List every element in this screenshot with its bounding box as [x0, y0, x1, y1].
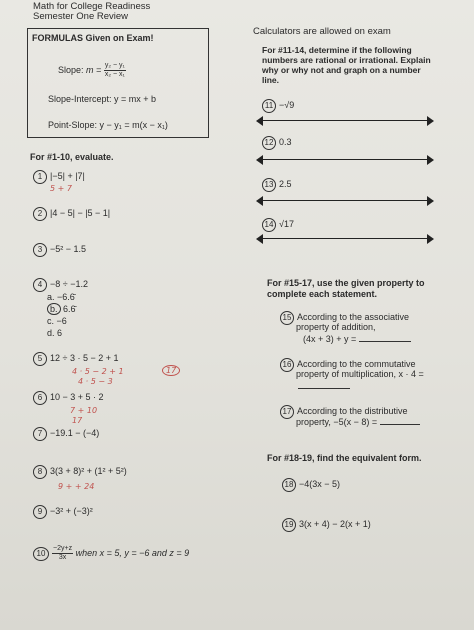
choice-text: −6 [56, 316, 67, 326]
problem-2 [33, 207, 110, 221]
problem-7 [33, 427, 99, 441]
problem-expr: −5² − 1.5 [50, 244, 87, 254]
handwritten-work-5a: 4 · 5 − 2 + 1 [72, 367, 124, 376]
problem-expr: −19.1 − (−4) [50, 428, 100, 438]
problem-number: 3 [33, 243, 47, 257]
problem-expr: −8 ÷ −1.2 [50, 279, 88, 289]
number-value: √17 [279, 219, 294, 229]
problem-expr: 12 ÷ 3 · 5 − 2 + 1 [50, 353, 119, 363]
problem-expr: 10 − 3 + 5 · 2 [50, 392, 104, 402]
number-11 [262, 99, 294, 113]
handwritten-work-6a: 7 + 10 [70, 406, 98, 415]
choice-letter: a. [47, 292, 55, 302]
number-line-13 [258, 196, 434, 206]
heading-11-14-line-4: line. [262, 75, 280, 85]
choice-letter: b. [47, 303, 61, 315]
equivalent-expr: 3(x + 4) − 2(x + 1) [299, 519, 371, 529]
heading-15-17-line-1: For #15-17, use the given property to [267, 278, 425, 288]
problem-expr: |4 − 5| − |5 − 1| [50, 208, 111, 218]
fraction-denominator: 3x [58, 554, 67, 561]
problem-number: 19 [282, 518, 296, 532]
left-heading: For #1-10, evaluate. [30, 152, 114, 162]
handwritten-answer-5: 17 [162, 365, 180, 376]
problem-number: 12 [262, 136, 276, 150]
slope-label: Slope: [58, 64, 84, 75]
number-line-12 [258, 155, 434, 165]
problem-number: 1 [33, 170, 47, 184]
choice-text: −6.6̄ [57, 292, 75, 302]
handwritten-work-5b: 4 · 5 − 3 [78, 377, 113, 386]
choice-letter: d. [47, 328, 55, 338]
number-line-11 [258, 116, 434, 126]
calculator-note: Calculators are allowed on exam [253, 26, 391, 37]
problem-4 [33, 278, 88, 292]
slope-intercept-formula: Slope-Intercept: y = mx + b [48, 94, 157, 104]
problem-number: 8 [33, 465, 47, 479]
equivalent-18 [282, 478, 340, 492]
problem-number: 9 [33, 505, 47, 519]
property-line: According to the commutative [297, 359, 416, 369]
problem-expr: −3² + (−3)² [50, 506, 93, 516]
problem-number: 15 [280, 311, 294, 325]
formulas-title: FORMULAS Given on Exam! [32, 33, 154, 43]
slope-fraction [104, 62, 126, 79]
choice-c [47, 316, 67, 326]
choice-d [47, 328, 62, 338]
problem-9 [33, 505, 93, 519]
problem-3 [33, 243, 86, 257]
worksheet-title: Math for College Readiness [33, 1, 151, 12]
problem-number: 16 [280, 358, 294, 372]
property-16-blank-row [298, 380, 350, 391]
property-line: According to the distributive [297, 406, 408, 416]
handwritten-work-1: 5 + 7 [50, 184, 72, 193]
problem-number: 17 [280, 405, 294, 419]
problem-number: 2 [33, 207, 47, 221]
slope-formula [58, 62, 126, 79]
answer-blank[interactable] [298, 380, 350, 389]
problem-6 [33, 391, 104, 405]
problem-expr: |−5| + |7| [50, 171, 85, 181]
choice-text: 6 [57, 328, 63, 338]
problem-number: 7 [33, 427, 47, 441]
problem-number: 11 [262, 99, 276, 113]
answer-blank[interactable] [380, 416, 420, 425]
slope-lhs: m = [86, 64, 102, 75]
problem-number: 4 [33, 278, 47, 292]
heading-11-14-line-2: numbers are rational or irrational. Explain [262, 55, 431, 65]
problem-10-fraction [52, 545, 73, 562]
problem-number: 13 [262, 178, 276, 192]
fraction-numerator: −2y+z [53, 545, 73, 552]
problem-1 [33, 170, 85, 184]
formulas-box [27, 28, 209, 138]
property-expression: (4x + 3) + y = [303, 334, 357, 344]
heading-18-19: For #18-19, find the equivalent form. [267, 453, 422, 463]
problem-number: 18 [282, 478, 296, 492]
property-16-line-2: property of multiplication, x · 4 = [296, 369, 424, 379]
choice-text: 6.6̄ [63, 304, 76, 314]
choice-a [47, 292, 75, 302]
slope-denominator: x₂ − x₁ [104, 71, 125, 78]
slope-numerator: y₂ − y₁ [104, 62, 125, 69]
number-line-14 [258, 234, 434, 244]
property-line: According to the associative [297, 312, 410, 322]
property-15-line-3 [303, 333, 411, 344]
worksheet-subtitle: Semester One Review [33, 11, 129, 22]
problem-number: 10 [33, 547, 49, 561]
property-17-line-2 [296, 416, 420, 427]
number-value: 2.5 [279, 179, 292, 189]
number-12 [262, 136, 292, 150]
property-expression: property, −5(x − 8) = [296, 417, 378, 427]
choice-b [47, 304, 76, 314]
handwritten-work-8: 9 + + 24 [58, 482, 95, 491]
problem-expr: 3(3 + 8)² + (1² + 5²) [50, 466, 127, 476]
problem-5 [33, 352, 118, 366]
problem-10 [33, 545, 189, 562]
heading-11-14-line-1: For #11-14, determine if the following [262, 45, 412, 55]
equivalent-expr: −4(3x − 5) [299, 479, 341, 489]
property-15-line-2: property of addition, [296, 322, 376, 332]
equivalent-19 [282, 518, 371, 532]
problem-expr: when x = 5, y = −6 and z = 9 [75, 547, 190, 558]
heading-15-17-line-2: complete each statement. [267, 289, 378, 299]
answer-blank[interactable] [359, 333, 411, 342]
choice-letter: c. [47, 316, 55, 326]
number-13 [262, 178, 292, 192]
problem-number: 5 [33, 352, 47, 366]
heading-11-14-line-3: why or why not and graph on a number [262, 65, 421, 75]
problem-8 [33, 465, 127, 479]
handwritten-work-6b: 17 [72, 416, 83, 425]
number-14 [262, 218, 294, 232]
point-slope-formula: Point-Slope: y − y₁ = m(x − x₁) [48, 120, 168, 130]
problem-number: 6 [33, 391, 47, 405]
number-value: −√9 [279, 100, 295, 110]
number-value: 0.3 [279, 137, 292, 147]
problem-number: 14 [262, 218, 276, 232]
